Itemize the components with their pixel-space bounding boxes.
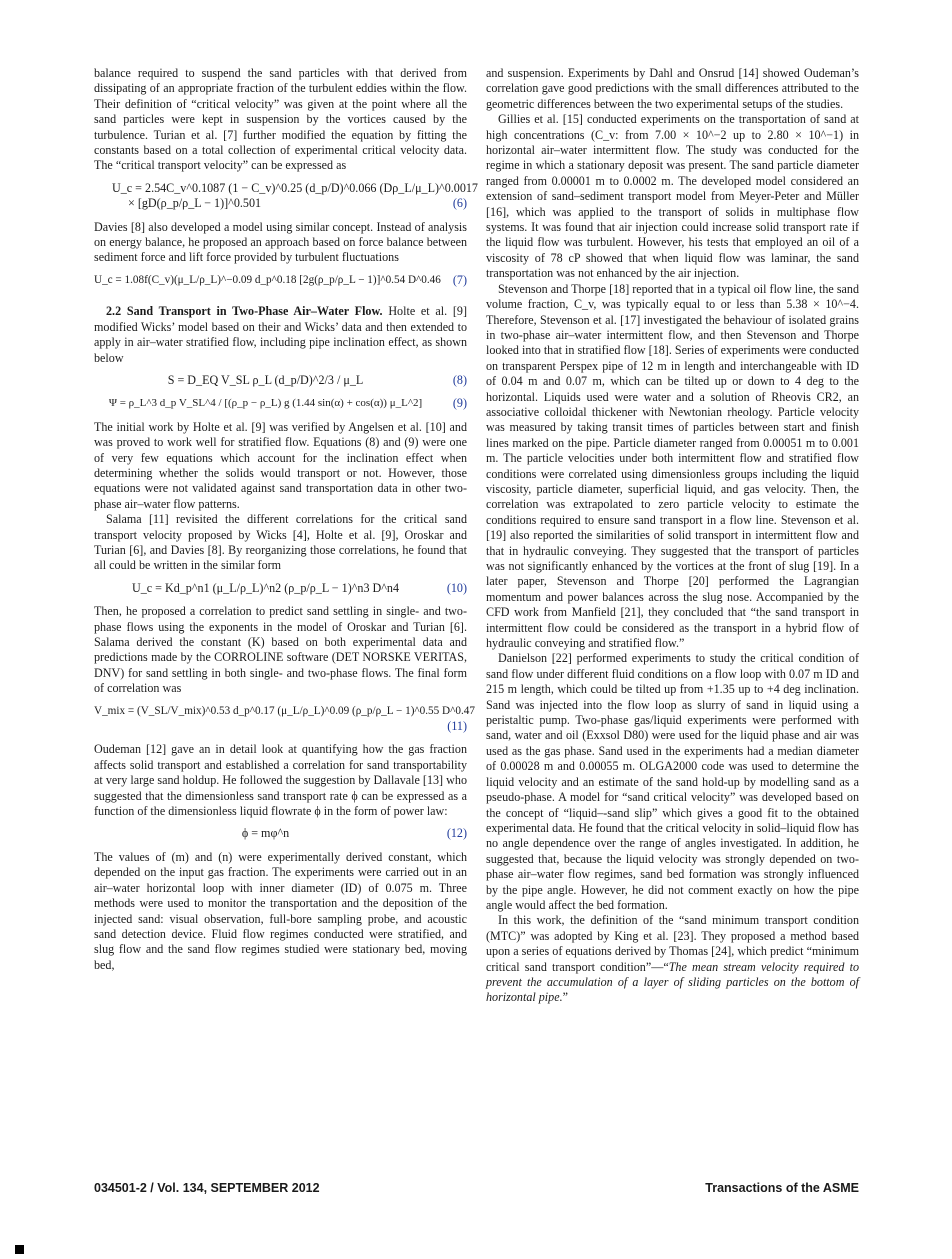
left-column [94, 66, 478, 973]
equation-number: (9) [452, 396, 467, 411]
paragraph: balance required to suspend the sand particles with that derived from dissipating of an appropriate fraction of the turbulent eddies within the flow. Their definition of “critical velocity” was given at the point where all the sand particles were kept in suspension by the vortices caused by the turbulence. Turian et al. [7] further modified the equation by fitting the constants based on a total collection of experimental critical velocity data. The “critical transport velocity” can be expressed as [94, 66, 467, 173]
section-text: Holte et al. [9] modified Wicks’ model based on their and Wicks’ data and then extended to apply in air–water stratified flow, including pipe inclination effect, as shown below [94, 304, 467, 365]
equation-9 [94, 396, 467, 411]
paragraph: and suspension. Experiments by Dahl and Onsrud [14] showed Oudeman’s correlation gave good predictions with the small differences attributed to the geometric differences between the two experimental setups of the studies. [486, 66, 859, 111]
equation-9-body: Ψ = ρ_L^3 d_p V_SL^4 / [(ρ_p − ρ_L) g (1.44 sin(α) + cos(α)) μ_L^2] [108, 397, 423, 410]
paragraph-text: In this work, the definition of the “sand minimum transport condition (MTC)” was adopted by King et al. [23]. They proposed a method based upon a series of equations derived by Thomas [24], which predict “minimum critical sand transport condition”—“ [486, 913, 859, 974]
right-column [486, 66, 859, 1006]
equation-number: (11) [447, 719, 467, 734]
paragraph: The values of (m) and (n) were experimentally derived constant, which depended on the input gas fraction. The experiments were carried out in an air–water horizontal loop with inner diameter (ID) of 0.075 m. Three methods were used to monitor the transportation and the deposition of the injected sand: visual observation, full-bore sampling probe, and acoustic sand detection device. Fluid flow regimes conducted were stratified, and slug flow and the sand flow regimes studied were stationary bed, moving bed, [94, 849, 467, 972]
equation-number: (6) [452, 196, 467, 211]
equation-number: (10) [446, 580, 467, 595]
paragraph [486, 913, 859, 1005]
quoted-definition: The mean stream velocity required to prevent the accumulation of a layer of sliding particles on the bottom of horizontal pipe. [486, 959, 859, 1005]
page-footer [94, 1181, 859, 1199]
paragraph: Stevenson and Thorpe [18] reported that in a typical oil flow line, the sand volume fraction, C_v, was typically equal to or less than 5.38 × 10^−4. Therefore, Stevenson et al. [17] investigated the behaviour of isolated grains in two-phase air–water intermittent flow, and then Stevenson and Thorpe looked into that in stratified flow [18]. Series of experiments were conducted on transparent Perspex pipe of 12 m in length and interchangeable with ID of 0.04 m and 0.07 m, which can be tilted up or down to 4 deg to the horizontal. Liquids used were water and a solution of Rheovis CR2, an associative colloidal thickener with Newtonian rheology. Particle velocity was measured by taking transit times of particles between start and finish lines marked on the pipe. Particle diameter ranged from 0.00051 m to 0.001 m. The particle velocities under both intermittent flow and stratified flow conditions were correlated using dimensionless groups including the liquid viscosity, particle diameter, superficial liquid, and gas velocity. Then, the correlation was extrapolated to zero particle velocity to estimate the conditions required to ensure sand transport in a flow line. Stevenson et al. [19] also reported the similarities of solid transport in intermittent flow and that in hydraulic conveying. They suggested that the transport of particles was not significantly enhanced by the vortices at the front of slug [19]. In a later paper, Stevenson and Thorpe [20] performed the Lagrangian momentum and power balances across the slug nose. Accompanied by the CFD work from Manfield [21], they concluded that “the sand transport in intermittent flow could be considered as the transport in a hybrid flow of hydraulic conveying and stratified flow.” [486, 281, 859, 651]
equation-10 [94, 581, 467, 596]
equation-7 [94, 273, 467, 288]
equation-6-line-2: × [gD(ρ_p/ρ_L − 1)]^0.501 [128, 196, 262, 211]
section-paragraph [94, 304, 467, 366]
paragraph: Oudeman [12] gave an in detail look at quantifying how the gas fraction affects solid transport and established a correlation for sand transportability at very large sand holdup. He followed the suggestion by Dallavale [13] who suggested that the dimensionless sand transport rate ϕ can be expressed as a function of the dimensionless liquid flowrate ϕ in the form of power law: [94, 742, 467, 819]
footer-journal-title: Transactions of the ASME [705, 1181, 859, 1195]
equation-11 [94, 704, 475, 735]
equation-6-line-1: U_c = 2.54C_v^0.1087 (1 − C_v)^0.25 (d_p/D)^0.066 (Dρ_L/μ_L)^0.0017 [112, 180, 478, 195]
paragraph: Danielson [22] performed experiments to study the critical condition of sand flow under different fluid conditions on a flow loop with 0.07 m ID and 215 m length, which could be tilted up from +1.35 up to +4 deg inclination. Sand was injected into the flow loop as slurry of sand in liquid using a peristaltic pump. Two-phase gas/liquid experiments were performed with sand, water and oil (Exxsol D80) were used for the liquid phase and air was used as the gas phase. Sand used in the experiments had a median diameter of 0.00028 m and 0.00055 m. OLGA2000 code was used to determine the liquid velocity and an estimate of the sand hold-up by modelling sand as a pseudo-phase. A model for “sand critical velocity” was developed based on the concept of “liquid–-sand slip” which gives a good fit to the obtained experimental data. He found that the critical velocity in solid–liquid flow has no angle dependence over the range of angles investigated. In addition, he suggested that, because the liquid velocity was strongly depended on two-phase air–water flow regimes, sand bed formation was strongly influenced by the pipe angle. However, he did not comment exactly on how the pipe angle would affect the bed formation. [486, 651, 859, 912]
paragraph: The initial work by Holte et al. [9] was verified by Angelsen et al. [10] and was proved to work well for stratified flow. Equations (8) and (9) were one of very few equations which account for the inclination effect when determining whether the solids would transport or not. However, those equations were not validated against sand transportation data in other two-phase air–water flow patterns. [94, 419, 467, 511]
equation-12-body: ϕ = mφ^n [241, 826, 290, 841]
corner-mark [15, 1245, 24, 1254]
equation-7-body: U_c = 1.08f(C_v)(μ_L/ρ_L)^−0.09 d_p^0.18 [2g(ρ_p/ρ_L − 1)]^0.54 D^0.46 [94, 273, 441, 286]
equation-number: (12) [446, 826, 467, 841]
section-heading: 2.2 Sand Transport in Two-Phase Air–Water Flow. [106, 304, 383, 319]
footer-page-info: 034501-2 / Vol. 134, SEPTEMBER 2012 [94, 1181, 320, 1195]
equation-number: (7) [452, 272, 467, 287]
paragraph: Then, he proposed a correlation to predict sand settling in single- and two-phase flows using the exponents in the model of Oroskar and Turian [6]. Salama derived the constant (K) based on both experimental data and predictions made by the CORROLINE software (DET NORSKE VERITAS, DNV) for sand settling in both single- and two-phase flows. The final form of correlation was [94, 604, 467, 696]
equation-11-body: V_mix = (V_SL/V_mix)^0.53 d_p^0.17 (μ_L/ρ_L)^0.09 (ρ_p/ρ_L − 1)^0.55 D^0.47 [94, 704, 475, 717]
paragraph: Davies [8] also developed a model using similar concept. Instead of analysis on energy balance, he proposed an approach based on force balance between sediment force and lift force provided by turbulent fluctuations [94, 219, 467, 265]
equation-number: (8) [452, 372, 467, 387]
equation-8-body: S = D_EQ V_SL ρ_L (d_p/D)^2/3 / μ_L [167, 372, 364, 387]
equation-6 [94, 180, 478, 212]
equation-12 [94, 826, 467, 841]
paragraph: Gillies et al. [15] conducted experiments on the transportation of sand at high concentrations (C_v: from 7.00 × 10^−2 up to 2.80 × 10^−1) in horizontal air–water intermittent flow. The study was conducted for the regime in which a stationary deposit was present. The sand particle diameter ranged from 0.00001 m to 0.0002 m. The developed model considered an extension of sand–sediment transport model from Meyer-Peter and Müller [16], which was applied to the transport of solids in multiphase flow systems. It was found that air injection could increase solid transport rate if the liquid flow was turbulent. However, his tests that employed an oil of a viscosity of 78 cP showed that when liquid flow was laminar, the sand transportation was not enhanced by the air injection. [486, 112, 859, 281]
equation-10-body: U_c = Kd_p^n1 (μ_L/ρ_L)^n2 (ρ_p/ρ_L − 1)^n3 D^n4 [131, 580, 400, 595]
equation-8 [94, 373, 467, 388]
paragraph: Salama [11] revisited the different correlations for the critical sand transport velocity proposed by Wicks [4], Holte et al. [9], Oroskar and Turian [6], and Davies [8]. By reorganizing those correlations, he found that all could be written in the similar form [94, 512, 467, 573]
closing-quote: ” [562, 990, 568, 1005]
